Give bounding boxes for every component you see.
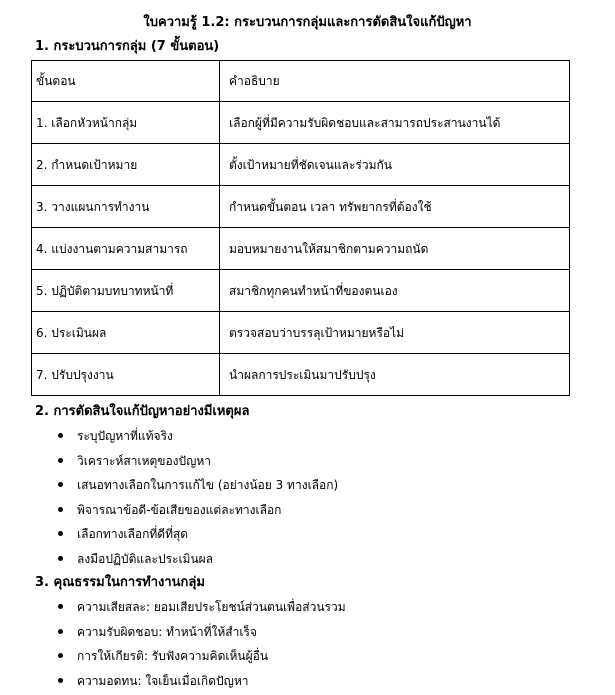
list-item xyxy=(0,524,338,549)
bullet-icon xyxy=(58,433,63,438)
list-item-text: ลงมือปฏิบัติและประเมินผล xyxy=(77,552,213,566)
description-cell: กำหนดขั้นตอน เวลา ทรัพยากรที่ต้องใช้ xyxy=(220,186,570,228)
list-item xyxy=(0,500,338,525)
bullet-icon xyxy=(58,556,63,561)
table-row xyxy=(32,102,570,144)
bullet-icon xyxy=(58,458,63,463)
step-cell: 3. วางแผนการทำงาน xyxy=(32,186,220,228)
decision-steps-list xyxy=(0,426,338,573)
list-item-text: เลือกทางเลือกที่ดีที่สุด xyxy=(77,527,188,541)
section-3-heading: 3. คุณธรรมในการทำงานกลุ่ม xyxy=(35,573,205,593)
bullet-icon xyxy=(58,507,63,512)
bullet-icon xyxy=(58,653,63,658)
list-item-text: ความอดทน: ใจเย็นเมื่อเกิดปัญหา xyxy=(77,674,248,688)
description-cell: ตั้งเป้าหมายที่ชัดเจนและร่วมกัน xyxy=(220,144,570,186)
table-row xyxy=(32,312,570,354)
list-item xyxy=(0,646,346,671)
list-item xyxy=(0,475,338,500)
table-row xyxy=(32,354,570,396)
bullet-icon xyxy=(58,629,63,634)
document-title: ใบความรู้ 1.2: กระบวนการกลุ่มและการตัดสินใจแก้ปัญหา xyxy=(0,13,615,33)
section-1-heading: 1. กระบวนการกลุ่ม (7 ขั้นตอน) xyxy=(35,37,219,57)
list-item-text: ความเสียสละ: ยอมเสียประโยชน์ส่วนตนเพื่อส่วนรวม xyxy=(77,600,346,614)
bullet-icon xyxy=(58,482,63,487)
list-item-text: ความรับผิดชอบ: ทำหน้าที่ให้สำเร็จ xyxy=(77,625,257,639)
header-description: คำอธิบาย xyxy=(220,61,570,102)
list-item-text: เสนอทางเลือกในการแก้ไข (อย่างน้อย 3 ทางเลือก) xyxy=(77,478,338,492)
list-item-text: ระบุปัญหาที่แท้จริง xyxy=(77,429,173,443)
table-row xyxy=(32,144,570,186)
description-cell: เลือกผู้ที่มีความรับผิดชอบและสามารถประสานงานได้ xyxy=(220,102,570,144)
step-cell: 6. ประเมินผล xyxy=(32,312,220,354)
list-item xyxy=(0,597,346,622)
description-cell: สมาชิกทุกคนทำหน้าที่ของตนเอง xyxy=(220,270,570,312)
list-item-text: พิจารณาข้อดี-ข้อเสียของแต่ละทางเลือก xyxy=(77,503,281,517)
list-item xyxy=(0,671,346,695)
list-item xyxy=(0,426,338,451)
description-cell: มอบหมายงานให้สมาชิกตามความถนัด xyxy=(220,228,570,270)
table-row xyxy=(32,186,570,228)
table-header-row xyxy=(32,61,570,102)
bullet-icon xyxy=(58,604,63,609)
description-cell: นำผลการประเมินมาปรับปรุง xyxy=(220,354,570,396)
list-item-text: การให้เกียรติ: รับฟังความคิดเห็นผู้อื่น xyxy=(77,649,268,663)
table-row xyxy=(32,228,570,270)
step-cell: 2. กำหนดเป้าหมาย xyxy=(32,144,220,186)
step-cell: 1. เลือกหัวหน้ากลุ่ม xyxy=(32,102,220,144)
bullet-icon xyxy=(58,678,63,683)
table-row xyxy=(32,270,570,312)
header-step: ขั้นตอน xyxy=(32,61,220,102)
step-cell: 5. ปฏิบัติตามบทบาทหน้าที่ xyxy=(32,270,220,312)
list-item xyxy=(0,549,338,574)
description-cell: ตรวจสอบว่าบรรลุเป้าหมายหรือไม่ xyxy=(220,312,570,354)
step-cell: 7. ปรับปรุงงาน xyxy=(32,354,220,396)
bullet-icon xyxy=(58,531,63,536)
step-cell: 4. แบ่งงานตามความสามารถ xyxy=(32,228,220,270)
list-item xyxy=(0,451,338,476)
group-process-table xyxy=(31,60,570,396)
section-2-heading: 2. การตัดสินใจแก้ปัญหาอย่างมีเหตุผล xyxy=(35,402,249,422)
group-virtues-list xyxy=(0,597,346,695)
list-item-text: วิเคราะห์สาเหตุของปัญหา xyxy=(77,454,211,468)
list-item xyxy=(0,622,346,647)
